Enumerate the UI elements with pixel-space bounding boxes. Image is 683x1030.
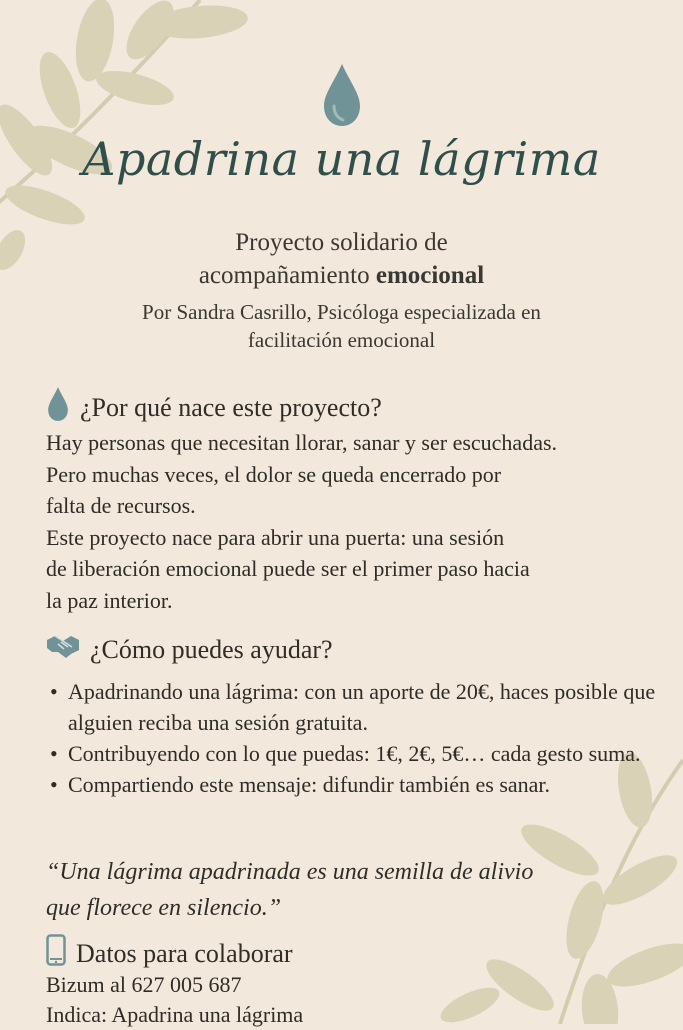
help-list xyxy=(46,676,671,800)
quote xyxy=(46,854,646,926)
author-line-2: facilitación emocional xyxy=(247,328,436,352)
project-subtitle xyxy=(0,226,683,292)
list-item: • Compartiendo este mensaje: difundir también es sanar. xyxy=(46,769,671,800)
why-line: Este proyecto nace para abrir una puerta: una sesión xyxy=(46,524,505,550)
why-heading xyxy=(46,386,382,429)
list-item: • Apadrinando una lágrima: con un aporte de 20€, haces posible que alguien reciba una sesión gratuita. xyxy=(46,676,671,738)
list-item: • Contribuyendo con lo que puedas: 1€, 2€, 5€… cada gesto suma. xyxy=(46,738,671,769)
why-line: Pero muchas veces, el dolor se queda encerrado por xyxy=(46,461,502,487)
help-heading-text: ¿Cómo puedes ayudar? xyxy=(90,634,333,664)
author-line-1: Por Sandra Casrillo, Psicóloga especializada en xyxy=(142,300,541,324)
subtitle-line-1: Proyecto solidario de xyxy=(235,229,448,256)
why-paragraph xyxy=(46,427,666,616)
subtitle-emphasis: emocional xyxy=(375,262,485,289)
contact-details xyxy=(46,970,303,1030)
help-heading xyxy=(46,632,333,667)
teardrop-icon xyxy=(46,386,70,429)
author-credit xyxy=(0,298,683,354)
why-line: Hay personas que necesitan llorar, sanar y ser escuchadas. xyxy=(46,430,558,455)
mobile-phone-icon xyxy=(46,934,66,973)
handshake-icon xyxy=(46,632,80,667)
quote-line-2: que florece en silencio.” xyxy=(46,895,282,921)
why-line: la paz interior. xyxy=(46,587,173,613)
contact-heading-text: Datos para colaborar xyxy=(76,938,293,968)
why-heading-text: ¿Por qué nace este proyecto? xyxy=(80,392,382,422)
subtitle-line-2 xyxy=(0,259,683,292)
bizum-note: Indica: Apadrina una lágrima xyxy=(46,1002,304,1027)
bizum-number: Bizum al 627 005 687 xyxy=(46,972,242,997)
why-line: de liberación emocional puede ser el primer paso hacia xyxy=(46,556,530,581)
teardrop-icon xyxy=(320,62,364,128)
contact-heading xyxy=(46,934,293,973)
quote-line-1: “Una lágrima apadrinada es una semilla de alivio xyxy=(46,859,534,885)
subtitle-line-2-prefix: acompañamiento xyxy=(198,262,376,289)
why-line: falta de recursos. xyxy=(46,493,196,518)
page-title: Apadrina una lágrima xyxy=(82,132,601,186)
